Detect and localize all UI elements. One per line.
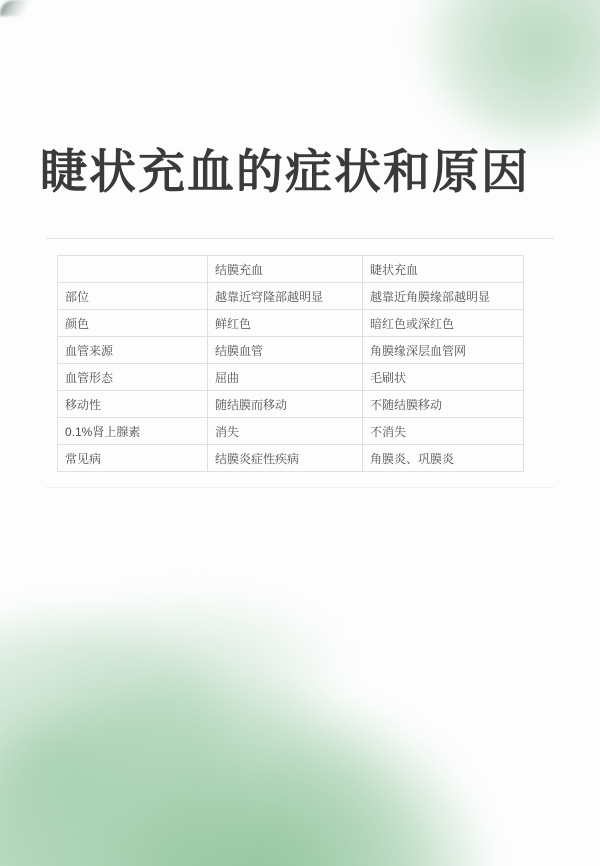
row-label: 血管形态 bbox=[58, 364, 208, 391]
divider-bottom bbox=[46, 487, 554, 488]
table-row-vessel-source bbox=[58, 337, 524, 364]
cell-conjunctival: 结膜血管 bbox=[208, 337, 363, 364]
table-header-row bbox=[58, 256, 524, 283]
cell-ciliary: 越靠近角膜缘部越明显 bbox=[363, 283, 524, 310]
watercolor-bottom-main bbox=[0, 678, 485, 866]
row-label: 0.1%肾上腺素 bbox=[58, 418, 208, 445]
header-cell-empty bbox=[58, 256, 208, 283]
cell-ciliary: 角膜缘深层血管网 bbox=[363, 337, 524, 364]
cell-conjunctival: 屈曲 bbox=[208, 364, 363, 391]
cell-conjunctival: 消失 bbox=[208, 418, 363, 445]
watercolor-top-right bbox=[420, 0, 600, 140]
page-title: 睫状充血的症状和原因 bbox=[40, 145, 530, 198]
cell-ciliary: 毛刷状 bbox=[363, 364, 524, 391]
header-cell-conjunctival-congestion: 结膜充血 bbox=[208, 256, 363, 283]
table-row-common-diseases bbox=[58, 445, 524, 472]
divider-top bbox=[46, 238, 554, 239]
table-row-mobility bbox=[58, 391, 524, 418]
cell-conjunctival: 随结膜而移动 bbox=[208, 391, 363, 418]
cell-ciliary: 不消失 bbox=[363, 418, 524, 445]
table-row-location bbox=[58, 283, 524, 310]
cell-conjunctival: 结膜炎症性疾病 bbox=[208, 445, 363, 472]
watercolor-bottom-deep bbox=[110, 728, 430, 866]
cell-conjunctival: 鲜红色 bbox=[208, 310, 363, 337]
row-label: 颜色 bbox=[58, 310, 208, 337]
row-label: 移动性 bbox=[58, 391, 208, 418]
cell-ciliary: 角膜炎、巩膜炎 bbox=[363, 445, 524, 472]
header-cell-ciliary-congestion: 睫状充血 bbox=[363, 256, 524, 283]
page-corner-fold bbox=[0, 0, 42, 16]
cell-ciliary: 不随结膜移动 bbox=[363, 391, 524, 418]
comparison-table bbox=[57, 255, 524, 472]
row-label: 部位 bbox=[58, 283, 208, 310]
watercolor-bottom-upper-lobe bbox=[30, 588, 350, 763]
table-row-vessel-shape bbox=[58, 364, 524, 391]
watercolor-bottom-left-lobe bbox=[0, 608, 240, 866]
row-label: 常见病 bbox=[58, 445, 208, 472]
table-row-color bbox=[58, 310, 524, 337]
table-row-epinephrine bbox=[58, 418, 524, 445]
row-label: 血管来源 bbox=[58, 337, 208, 364]
cell-ciliary: 暗红色或深红色 bbox=[363, 310, 524, 337]
cell-conjunctival: 越靠近穹隆部越明显 bbox=[208, 283, 363, 310]
